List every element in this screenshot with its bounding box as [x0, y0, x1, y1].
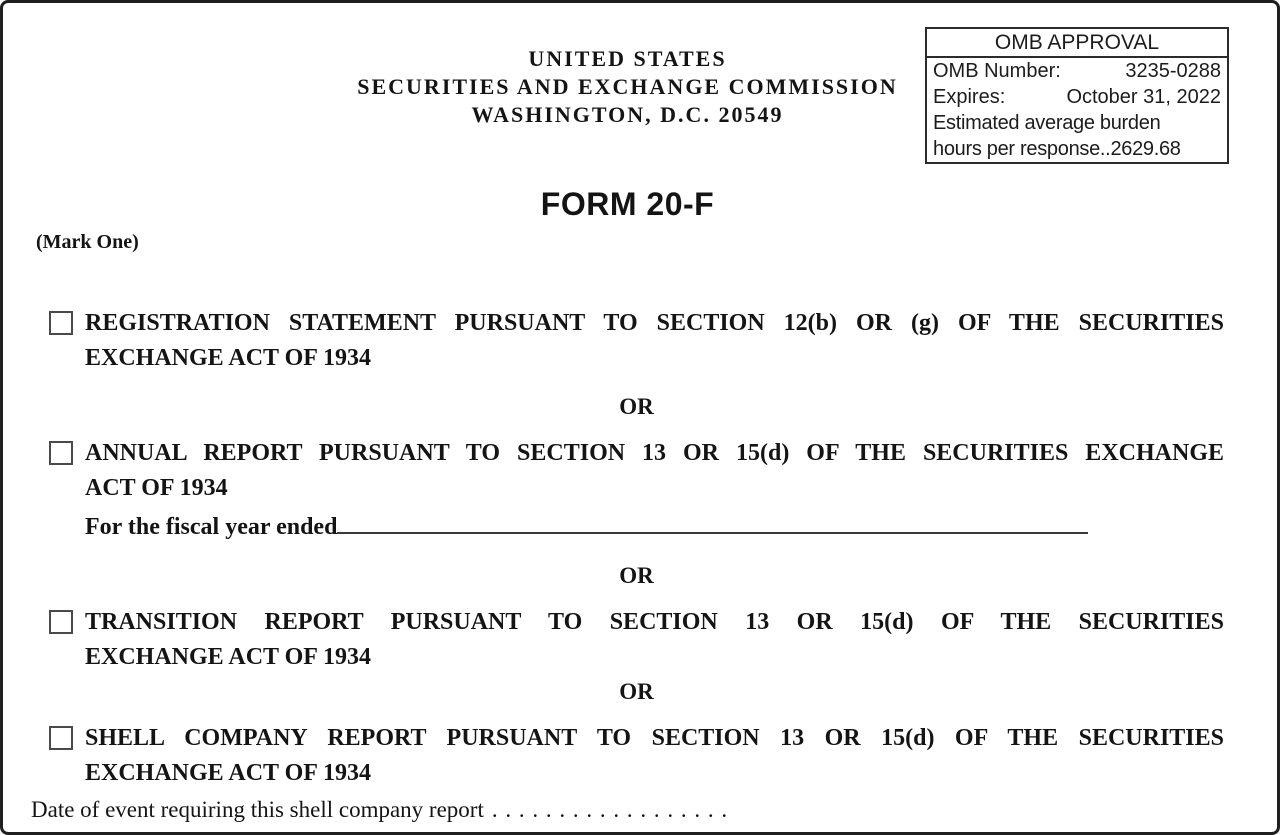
registration-statement-option [49, 306, 1224, 376]
option-line-1: SHELL COMPANY REPORT PURSUANT TO SECTION 13 OR 15(d) OF THE SECURITIES [85, 725, 1224, 751]
form-options-list [3, 306, 1277, 825]
option-line-2: ACT OF 1934 [85, 475, 228, 501]
date-of-event-label: Date of event requiring this shell company report [31, 797, 484, 822]
omb-number-row [927, 58, 1227, 84]
annual-report-option [49, 436, 1224, 545]
mark-one-label: (Mark One) [36, 231, 139, 253]
fiscal-year-row [85, 506, 1224, 545]
omb-burden-line-2: hours per response..2629.68 [933, 138, 1181, 160]
registration-statement-text [85, 306, 1224, 376]
omb-expires-value: October 31, 2022 [1066, 86, 1221, 108]
or-separator: OR [619, 679, 654, 704]
date-of-event-field[interactable]: . . . . . . . . . . . . . . . . . . [491, 797, 729, 822]
option-line-1: REGISTRATION STATEMENT PURSUANT TO SECTION 12(b) OR (g) OF THE SECURITIES [85, 310, 1224, 336]
omb-approval-box [925, 27, 1229, 164]
option-line-2: EXCHANGE ACT OF 1934 [85, 644, 372, 670]
fiscal-year-ended-field[interactable] [337, 506, 1088, 534]
omb-expires-row [927, 84, 1227, 110]
option-line-1: ANNUAL REPORT PURSUANT TO SECTION 13 OR 15(d) OF THE SECURITIES EXCHANGE [85, 440, 1224, 466]
option-line-1: TRANSITION REPORT PURSUANT TO SECTION 13 OR 15(d) OF THE SECURITIES [85, 609, 1224, 635]
shell-company-report-text [85, 721, 1224, 791]
omb-expires-label: Expires: [933, 86, 1006, 108]
header-washington-dc: WASHINGTON, D.C. 20549 [471, 102, 784, 127]
transition-report-option [49, 605, 1224, 675]
omb-burden-line-1: Estimated average burden [933, 112, 1161, 134]
header-sec-commission: SECURITIES AND EXCHANGE COMMISSION [357, 74, 898, 99]
form-title: FORM 20-F [540, 186, 715, 222]
omb-box-title: OMB APPROVAL [927, 29, 1227, 58]
header-united-states: UNITED STATES [528, 46, 727, 71]
annual-report-text [85, 436, 1224, 545]
or-separator: OR [619, 394, 654, 419]
date-of-event-line [31, 795, 1224, 825]
registration-statement-checkbox[interactable] [49, 311, 73, 335]
omb-number-value: 3235-0288 [1125, 60, 1221, 82]
or-separator: OR [619, 563, 654, 588]
option-line-2: EXCHANGE ACT OF 1934 [85, 760, 372, 786]
omb-number-label: OMB Number: [933, 60, 1061, 82]
transition-report-text [85, 605, 1224, 675]
option-line-2: EXCHANGE ACT OF 1934 [85, 345, 372, 371]
shell-company-report-option [49, 721, 1224, 791]
shell-company-report-checkbox[interactable] [49, 726, 73, 750]
transition-report-checkbox[interactable] [49, 610, 73, 634]
annual-report-checkbox[interactable] [49, 441, 73, 465]
fiscal-year-label: For the fiscal year ended [85, 514, 338, 540]
